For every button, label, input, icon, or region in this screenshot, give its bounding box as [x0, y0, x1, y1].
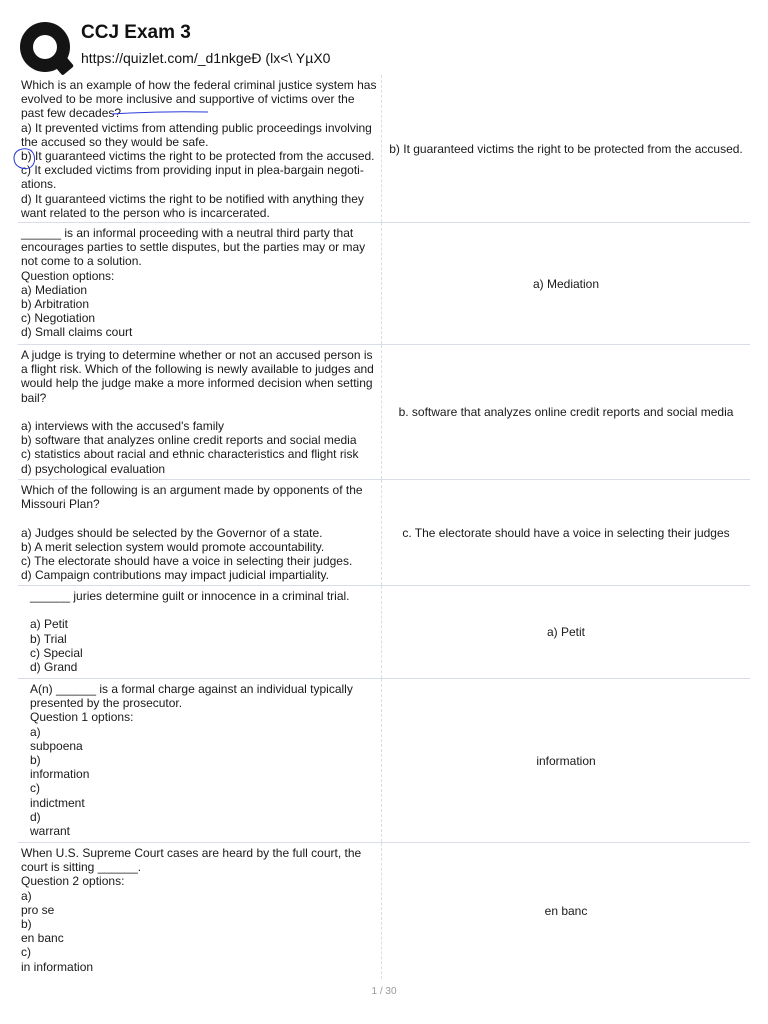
card-question: ______ juries determine guilt or innocence in a criminal trial. a) Petit b) Trial c) Special d) Grand — [18, 586, 382, 678]
card-question: Which is an example of how the federal criminal justice system has evolved to be more inclusive and supportive of victims over the past few decades? a) It prevented victims from attending public proceedings involving the accused so they would be safe. b) It guaranteed victims the right to be protected from the accused. c) It excluded victims from providing input in plea-bargain negoti-ations. d) It guaranteed victims the right to be notified with anything they want related to the person who is incarcerated. — [18, 75, 382, 222]
flashcard-row — [18, 480, 750, 586]
card-question: A(n) ______ is a formal charge against an individual typically presented by the prosecutor. Question 1 options: a) subpoena b) information c) indictment d) warrant — [18, 679, 382, 842]
flashcard-row — [18, 586, 750, 679]
flashcard-row — [18, 345, 750, 480]
page-number: 1 / 30 — [371, 986, 397, 997]
card-question: Which of the following is an argument made by opponents of the Missouri Plan? a) Judges should be selected by the Governor of a state. b) A merit selection system would promote accountability. c) The electorate should have a voice in selecting their judges. d) Campaign contributions may impact judicial impartiality. — [18, 480, 382, 585]
card-question: ______ is an informal proceeding with a neutral third party that encourages parties to settle disputes, but the parties may or may not come to a solution. Question options: a) Mediation b) Arbitration c) Negotiation d) Small claims court — [18, 223, 382, 344]
card-question: When U.S. Supreme Court cases are heard by the full court, the court is sitting ______. Question 2 options: a) pro se b) en banc c) in information — [18, 843, 382, 979]
flashcard-table — [18, 75, 750, 979]
card-answer: b) It guaranteed victims the right to be protected from the accused. — [389, 141, 743, 156]
card-answer: a) Petit — [546, 625, 585, 639]
flashcard-row — [18, 679, 750, 843]
quizlet-logo-icon — [20, 22, 70, 72]
card-question: A judge is trying to determine whether or not an accused person is a flight risk. Which of the following is newly available to judges and would help the judge make a more informed decision when setting bail? a) interviews with the accused's family b) software that analyzes online credit reports and social media c) statistics about racial and ethnic characteristics and flight risk d) psychological evaluation — [18, 345, 382, 479]
card-answer: c. The electorate should have a voice in selecting their judges — [402, 525, 730, 540]
flashcard-row — [18, 75, 750, 223]
document-url: https://quizlet.com/_d1nkgeÐ (lx<\ YµX0 — [81, 50, 331, 66]
card-answer: information — [536, 753, 596, 768]
card-answer: a) Mediation — [532, 276, 600, 291]
card-answer: b. software that analyzes online credit reports and social media — [398, 405, 734, 419]
document-header — [20, 20, 748, 72]
flashcard-row — [18, 223, 750, 345]
card-answer: en banc — [544, 904, 588, 918]
flashcard-row — [18, 843, 750, 979]
document-title: CCJ Exam 3 — [81, 22, 191, 43]
